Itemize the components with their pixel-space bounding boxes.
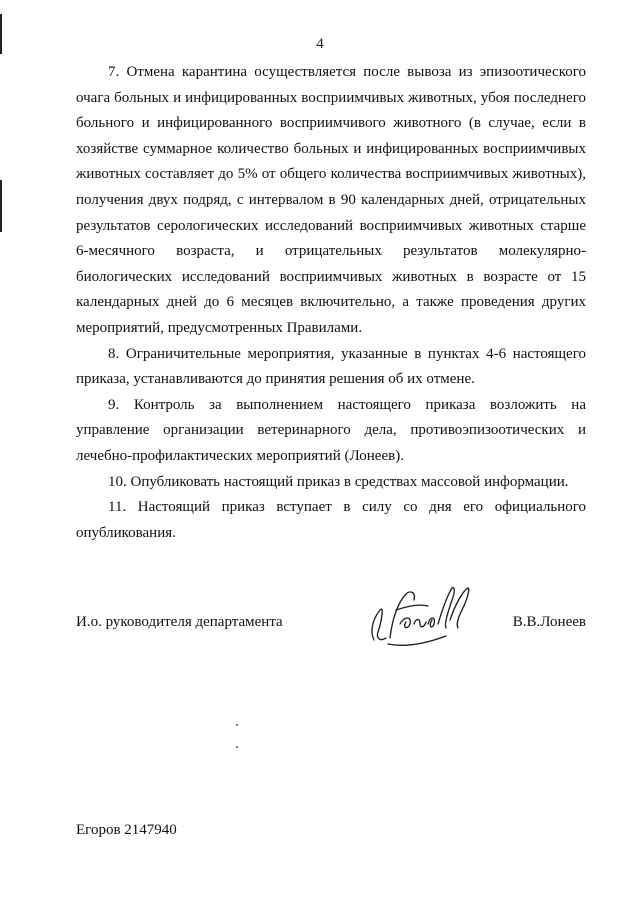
paragraph-10: 10. Опубликовать настоящий приказ в средствах массовой информации. bbox=[108, 473, 569, 490]
executor-note: Егоров 2147940 bbox=[76, 822, 177, 838]
signatory-name: В.В.Лонеев bbox=[512, 614, 586, 630]
page-number: 4 bbox=[316, 36, 324, 52]
document-body bbox=[76, 60, 586, 546]
signature-block bbox=[76, 606, 586, 646]
scan-speck bbox=[236, 724, 238, 726]
handwritten-signature bbox=[360, 580, 484, 652]
paragraph-8: 8. Ограничительные мероприятия, указанные в пунктах 4-6 настоящего приказа, устанавливаются до принятия решения об их отмене. bbox=[76, 345, 586, 388]
paragraph-9: 9. Контроль за выполнением настоящего приказа возложить на управление организации ветеринарного дела, противоэпизоотических и лечебно-профилактических мероприятий (Лонеев). bbox=[76, 396, 586, 464]
scan-speck bbox=[236, 746, 238, 748]
scan-edge-mark-middle bbox=[0, 180, 2, 232]
paragraph-7: 7. Отмена карантина осуществляется после вывоза из эпизоотического очага больных и инфицированных восприимчивых животных, убоя последнего больного и инфицированного восприимчивого животного (в случае, если в хозяйстве суммарное количество больных и инфицированных восприимчивых животных составляет до 5% от общего количества восприимчивых животных), получения двух подряд, с интервалом в 90 календарных дней, отрицательных результатов серологических исследований восприимчивых животных старше 6-месячного возраста, и отрицательных результатов молекулярно-биологических исследований восприимчивых животных в возрасте от 15 календарных дней до 6 месяцев включительно, а также проведения других мероприятий, предусмотренных Правилами. bbox=[76, 64, 586, 336]
paragraph-11: 11. Настоящий приказ вступает в силу со дня его официального опубликования. bbox=[76, 499, 586, 541]
signatory-role: И.о. руководителя департамента bbox=[76, 614, 283, 630]
